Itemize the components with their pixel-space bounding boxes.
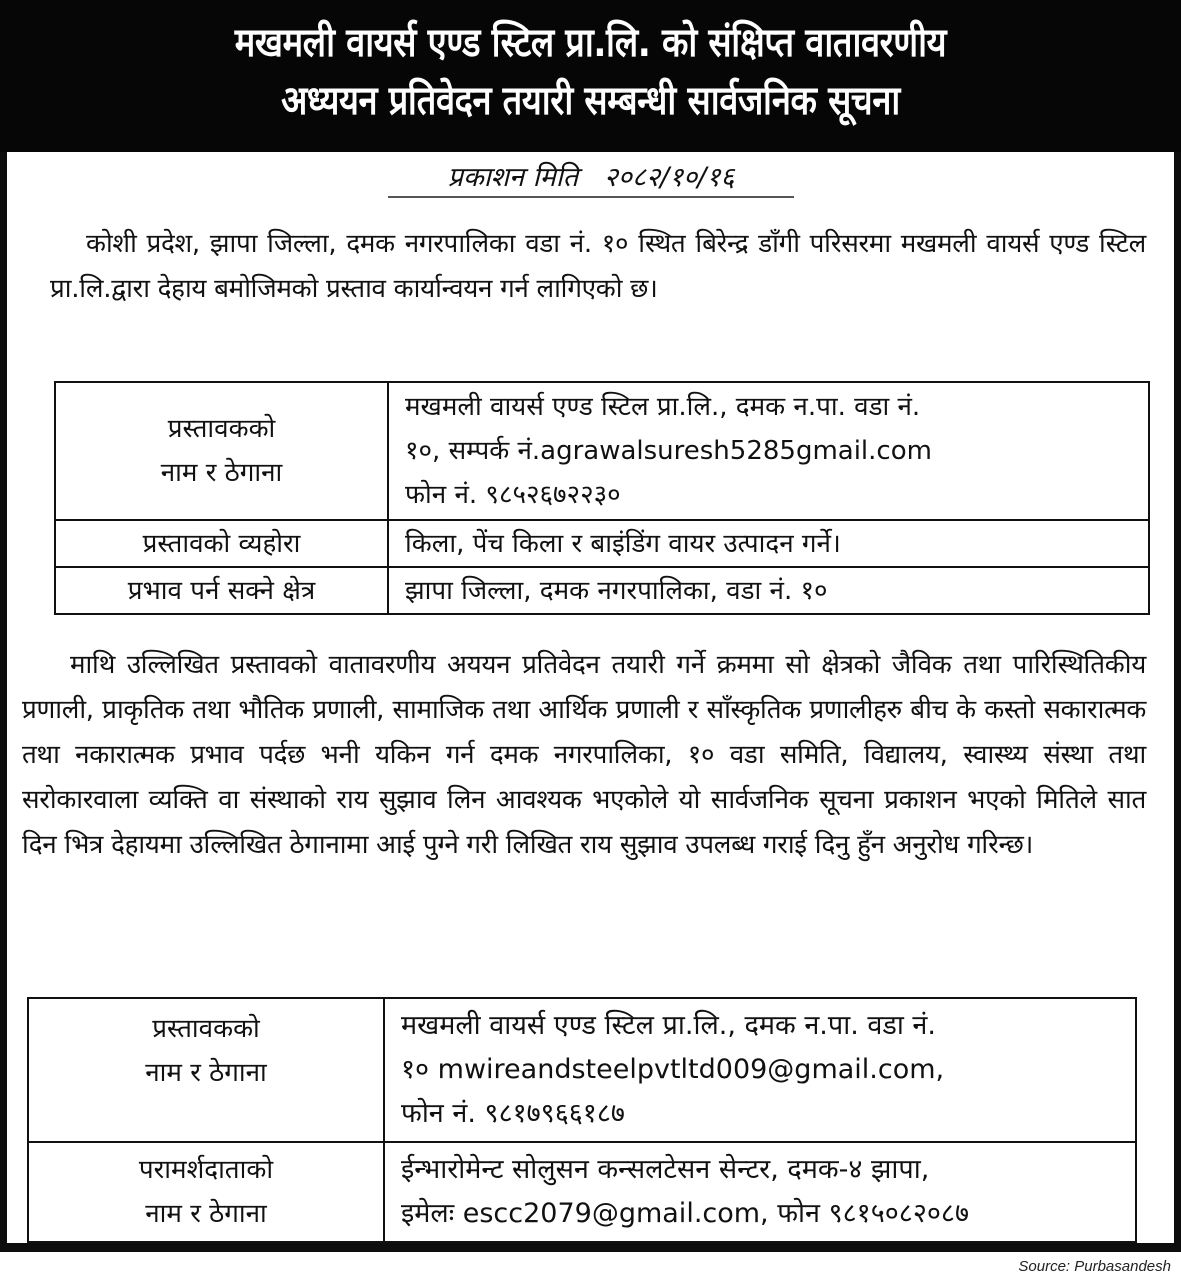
- main-paragraph-block: [22, 643, 1146, 868]
- proposer-label-cell: [55, 382, 388, 520]
- proposer-label-line2: नाम र ठेगाना: [145, 1058, 267, 1088]
- notice-header: [0, 0, 1181, 152]
- table-row: [55, 567, 1149, 614]
- intro-paragraph-block: [50, 222, 1146, 312]
- notice-title-line1: मखमली वायर्स एण्ड स्टिल प्रा.लि. को संक्षिप्त वातावरणीय: [234, 20, 947, 66]
- publication-date: [388, 160, 794, 198]
- affected-area-label: प्रभाव पर्न सक्ने क्षेत्र: [55, 567, 388, 614]
- proposer-email: १० mwireandsteelpvtltd009@gmail.com,: [401, 1054, 945, 1085]
- consultant-label-line2: नाम र ठेगाना: [145, 1199, 267, 1229]
- main-paragraph: माथि उल्लिखित प्रस्तावको वातावरणीय अययन प्रतिवेदन तयारी गर्ने क्रममा सो क्षेत्रको जैविक तथा पारिस्थितिकीय प्रणाली, प्राकृतिक तथा भौतिक प्रणाली, सामाजिक तथा आर्थिक प्रणाली र साँस्कृतिक प्रणालीहरु बीच के कस्तो सकारात्मक तथा नकारात्मक प्रभाव पर्दछ भनी यकिन गर्न दमक नगरपालिका, १० वडा समिति, विद्यालय, स्वास्थ्य संस्था तथा सरोकारवाला व्यक्ति वा संस्थाको राय सुझाव लिन आवश्यक भएकोले यो सार्वजनिक सूचना प्रकाशन भएको मितिले सात दिन भित्र देहायमा उल्लिखित ठेगानामा आई पुग्ने गरी लिखित राय सुझाव उपलब्ध गराई दिनु हुँन अनुरोध गरिन्छ।: [22, 650, 1146, 860]
- proposer-name-address: मखमली वायर्स एण्ड स्टिल प्रा.लि., दमक न.पा. वडा नं.: [401, 1010, 936, 1041]
- consultant-label-cell: [28, 1142, 384, 1242]
- intro-paragraph: कोशी प्रदेश, झापा जिल्ला, दमक नगरपालिका वडा नं. १० स्थित बिरेन्द्र डाँगी परिसरमा मखमली वायर्स एण्ड स्टिल प्रा.लि.द्वारा देहाय बमोजिमको प्रस्ताव कार्यान्वयन गर्न लागिएको छ।: [50, 229, 1146, 304]
- proposer-contact-cell: [384, 998, 1136, 1142]
- consultant-contact-cell: [384, 1142, 1136, 1242]
- proposer-name-address: मखमली वायर्स एण्ड स्टिल प्रा.लि., दमक न.पा. वडा नं.: [405, 392, 921, 422]
- consultant-email-phone: इमेलः escc2079@gmail.com, फोन ९८१५०८२०८७: [401, 1198, 970, 1229]
- table-row: [28, 1142, 1136, 1242]
- proposer-phone: फोन नं. ९८१७९६६१८७: [401, 1098, 625, 1129]
- proposer-label-cell: [28, 998, 384, 1142]
- consultant-name-address: ईन्भारोमेन्ट सोलुसन कन्सलटेसन सेन्टर, दमक-४ झापा,: [401, 1154, 930, 1185]
- consultant-label-line1: परामर्शदाताको: [138, 1155, 274, 1185]
- proposer-contact-email: १०, सम्पर्क नं.agrawalsuresh5285gmail.com: [405, 436, 932, 466]
- proposal-subject-label: प्रस्तावको व्यहोरा: [55, 520, 388, 567]
- proposer-label-line1: प्रस्तावकको: [152, 1014, 260, 1044]
- proposer-label-line2: नाम र ठेगाना: [160, 458, 283, 488]
- proposer-label-line1: प्रस्तावकको: [167, 414, 276, 444]
- table-row: [55, 520, 1149, 567]
- publication-date-label: प्रकाशन मिति: [447, 162, 579, 193]
- proposal-table: [54, 381, 1150, 615]
- source-credit: Source: Purbasandesh: [1018, 1258, 1171, 1275]
- table-row: [28, 998, 1136, 1142]
- affected-area-value: झापा जिल्ला, दमक नगरपालिका, वडा नं. १०: [388, 567, 1149, 614]
- publication-date-value: २०८२/१०/१६: [603, 162, 735, 193]
- frame-bottom-border: [0, 1243, 1181, 1252]
- table-row: [55, 382, 1149, 520]
- proposal-subject-value: किला, पेंच किला र बाइंडिंग वायर उत्पादन गर्ने।: [388, 520, 1149, 567]
- contact-table: [27, 997, 1137, 1243]
- proposer-value-cell: [388, 382, 1149, 520]
- proposer-phone: फोन नं. ९८५२६७२२३०: [405, 480, 621, 510]
- notice-title-line2: अध्ययन प्रतिवेदन तयारी सम्बन्धी सार्वजनिक सूचना: [281, 78, 900, 124]
